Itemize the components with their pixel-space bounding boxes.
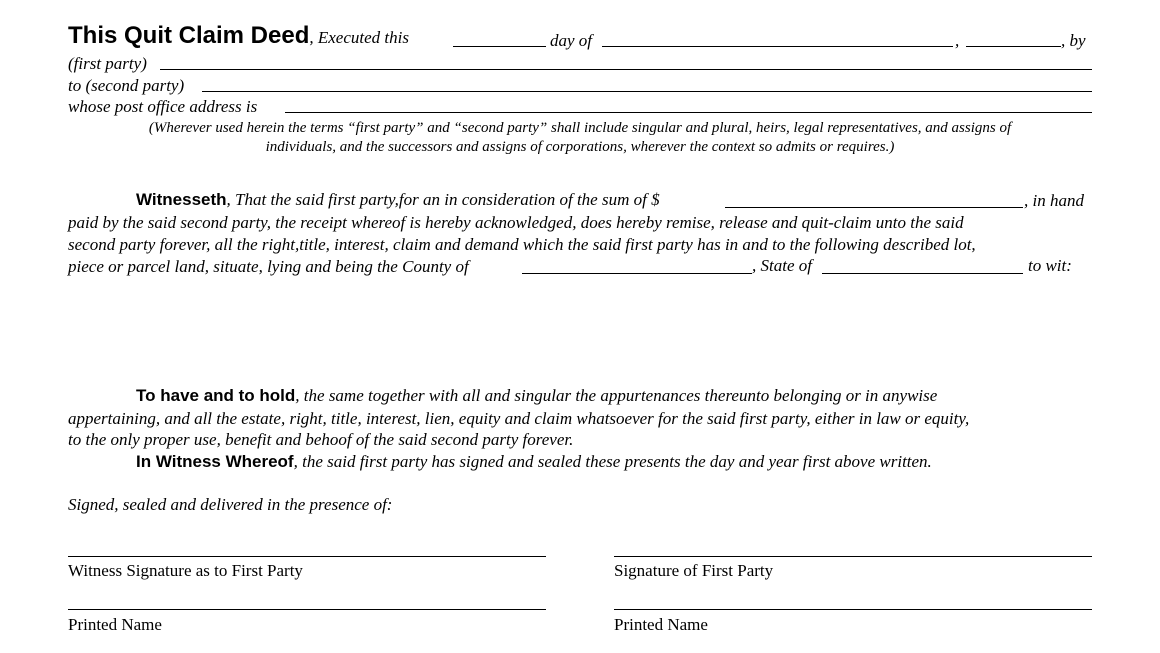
date-comma: , (955, 31, 960, 50)
presence-text: Signed, sealed and delivered in the presence of: (68, 495, 393, 514)
habendum-heading: To have and to hold (136, 386, 296, 405)
day-of-text: day of (550, 31, 593, 50)
first-party-printed-name-label: Printed Name (614, 615, 708, 634)
witnesseth-text-a: , That the said first party,for an in consideration of the sum of $ (226, 190, 660, 209)
witnesseth-line2: paid by the said second party, the receipt whereof is hereby acknowledged, does hereby remise, release and quit-claim unto the said (68, 213, 964, 232)
address-label: whose post office address is (68, 97, 258, 116)
witnesseth-heading: Witnesseth (136, 190, 227, 209)
by-text: , by (1061, 31, 1086, 50)
witnesseth-line4 (68, 256, 1098, 278)
execution-year-field[interactable] (966, 46, 1061, 47)
witness-printed-name-label: Printed Name (68, 615, 162, 634)
testimonium-line (68, 451, 1098, 474)
first-party-field[interactable] (160, 69, 1092, 70)
property-description-area[interactable] (68, 282, 1092, 382)
definition-note-line2: individuals, and the successors and assigns of corporations, wherever the context so admits or requires.) (265, 139, 895, 155)
definition-note-line1: (Wherever used herein the terms “first party” and “second party” shall include singular and plural, heirs, legal representatives, and assigns of (148, 120, 1012, 136)
habendum-line1 (68, 385, 1098, 408)
execution-day-field[interactable] (453, 46, 546, 47)
habendum-line3: to the only proper use, benefit and behoof of the said second party forever. (68, 430, 574, 449)
county-text: piece or parcel land, situate, lying and being the County of (68, 257, 469, 276)
witnesseth-line1 (68, 189, 1098, 212)
first-party-signature-label: Signature of First Party (614, 561, 774, 580)
first-party-label: (first party) (68, 54, 147, 73)
witness-printed-name-field[interactable] (68, 609, 546, 610)
testimonium-text: , the said first party has signed and sealed these presents the day and year first above written. (293, 452, 932, 471)
witness-signature-field[interactable] (68, 556, 546, 557)
first-party-printed-name-field[interactable] (614, 609, 1092, 610)
habendum-text-1: , the same together with all and singular the appurtenances thereunto belonging or in anywise (295, 386, 938, 405)
deed-title: This Quit Claim Deed (68, 22, 310, 49)
executed-text: , Executed this (309, 28, 409, 47)
testimonium-heading: In Witness Whereof (136, 452, 294, 471)
first-party-signature-field[interactable] (614, 556, 1092, 557)
to-wit-text: to wit: (1028, 256, 1072, 275)
execution-month-field[interactable] (602, 46, 953, 47)
consideration-amount-field[interactable] (725, 207, 1023, 208)
second-party-label: to (second party) (68, 76, 185, 95)
county-field[interactable] (522, 273, 752, 274)
second-party-field[interactable] (202, 91, 1092, 92)
state-of-text: , State of (752, 256, 812, 275)
witnesseth-line3: second party forever, all the right,title, interest, claim and demand which the said first party has in and to the following described lot, (68, 235, 976, 254)
in-hand-text: , in hand (1024, 191, 1084, 210)
witness-signature-label: Witness Signature as to First Party (68, 561, 303, 580)
address-field[interactable] (285, 112, 1092, 113)
state-field[interactable] (822, 273, 1023, 274)
habendum-line2: appertaining, and all the estate, right, title, interest, lien, equity and claim whatsoever for the said first party, either in law or equity, (68, 409, 970, 428)
